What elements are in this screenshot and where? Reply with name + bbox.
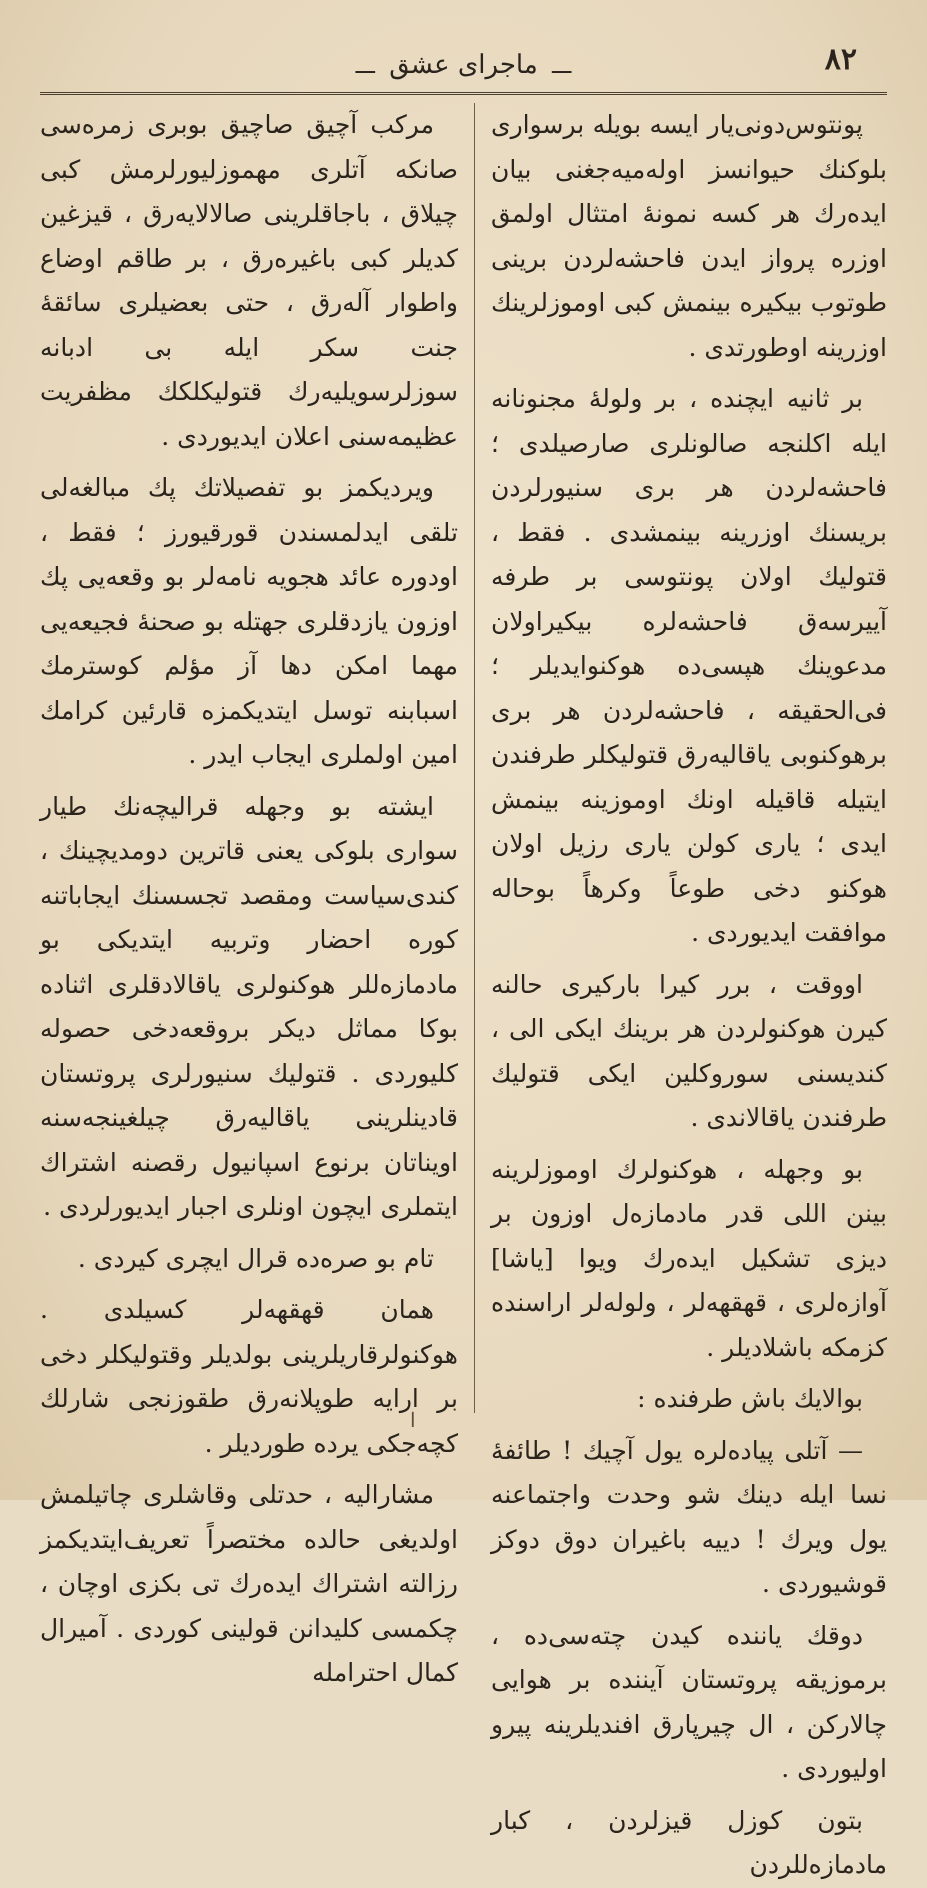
paragraph: دوقك یانندە کیدن چته‌سی‌ده ، برموزیقه پروتستان آیننده بر هوایی چالارکن ، ال چیرپارق افندیلرینه پیرو اولیوردی . [491,1620,887,1783]
paragraph: بر ثانیه ایچنده ، بر ولولهٔ مجنونانه ایله اکلنجه صالونلری صارصیلدی ؛ فاحشه‌لردن هر بری سنیورلردن بریسنك اوزرینه بینمشدی . فقط ، قتولیك اولان پونتوسی بر طرفه آییرسه‌ق فاحشه‌لره بیکیراولان مدعوینك هپسی‌ده هوکنوایدیلر ؛ فی‌الحقیقه ، فاحشه‌لردن هر بری برهوکنوبی یاقالیه‌رق قتولیکلر طرفندن ایتیله قاقیله اونك اوموزینه بینمش ایدی ؛ یاری کولن یاری رزیل اولان هوکنو دخی طوعاً وکرهاً بوحاله موافقت ایدیوردی . [491,384,887,947]
text-columns [40,103,887,1879]
paragraph: مرکب آچیق صاچیق بوبری زمره‌سی صانکه آتلری مهموزلیورلرمش کبی چیلاق ، باجاقلرینی صالالایه‌رق ، قیزغین کدیلر کبی باغیره‌رق ، بر طاقم اوضاع واطوار آله‌رق ، حتی بعضیلری سائقهٔ جنت سکر ایله بی ادبانه سوزلرسویلیه‌رك قتولیکلکك مظفریت عظیمه‌سنی اعلان ایدیوردی . [40,110,458,451]
paragraph: بتون کوزل قیزلردن ، کبار مادمازه‌للردن [491,1805,887,1879]
paragraph: تام بو صره‌ده قرال ایچری کیردی . [77,1243,434,1273]
header-rule [40,92,887,95]
right-column [491,103,887,1879]
footer-mark: ا [410,1408,416,1432]
paragraph: بو وجهله ، هوکنولرك اوموزلرینه بینن اللی قدر مادمازه‌ل اوزون بر دیزی تشکیل ایده‌رك ویوا [یاشا] آوازه‌لری ، قهقهه‌لر ، ولوله‌لر اراسنده کزمکه باشلادیلر . [491,1154,887,1362]
running-title-block [40,50,887,80]
paragraph: اووقت ، برر کیرا بارکیری حالنه کیرن هوکنولردن هر برینك ایکی الی ، کندیسنی سوروکلین ایکی قتولیك طرفندن یاقالاندی . [491,969,887,1132]
paragraph: — آتلی پیاده‌لره یول آچیك ! طائفهٔ نسا ایله دینك شو وحدت واجتماعنه یول ویرك ! دییه باغیران دوق دوکز قوشیوردی . [491,1435,887,1598]
paragraph: بوالایك باش طرفنده : [637,1384,863,1413]
left-column [40,103,458,1687]
paragraph: ویردیکمز بو تفصیلاتك پك مبالغه‌لی تلقی ایدلمسندن قورقیورز ؛ فقط ، اودوره عائد هجویه نامه‌لر بو وقعه‌یی پك اوزون یازدقلری جهتله بو صحنهٔ فجیعه‌یی مهما امکن دها آز مؤلم کوسترمك اسبابنه توسل ایتدیکمزه قارئین کرامك امین اولملری ایجاب ایدر . [40,473,458,769]
title-ornament-left: ـــ [355,54,375,79]
page-header [40,38,887,88]
page-number: ٨٢ [824,42,857,77]
paragraph: ایشته بو وجهله قرالیچه‌نك طیار سواری بلوکی یعنی قاترین دومدیچینك ، کندی‌سیاست ومقصد تجسسنك ایجاباتنه کوره احضار وتربیه ایتدیکی بو مادمازه‌للر هوکنولری یاقالادقلری اثناده بوکا مماثل دیکر بروقعه‌دخی حصوله کلیوردی . قتولیك سنیورلری پروتستان قادینلرینی یاقالیه‌رق چیلغینجه‌سنه اویناتان برنوع اسپانیول رقصنه اشتراك ایتملری ایچون اونلری اجبار ایدیورلردی . [40,791,458,1221]
paragraph: پونتوس‌دونی‌یار ایسه بویله برسواری بلوکنك حیوانسز اوله‌میه‌جغنی بیان ایده‌رك هر کسه نمونهٔ امتثال اولمق اوزره پرواز ایدن فاحشه‌لردن برینی طوتوب بیکیره بینمش کبی اوموزلرینك اوزرینه اوطورتدی . [491,110,887,362]
paragraph: همان قهقهه‌لر کسیلدی . هوکنولرقاریلرینی بولدیلر وقتولیکلر دخی بر ارایه طوپلانه‌رق طقوزنجی شارلك کچه‌جکی یرده طوردیلر . [40,1295,458,1458]
title-ornament-right: ـــ [552,54,572,79]
paragraph: مشارالیه ، حدتلی وقاشلری چاتیلمش اولدیغی حالده مختصراً تعریف‌ایتدیکمز رزالته اشتراك ایده‌رك تی بکزی اوچان ، چکمسی کلیدانن قولینی کوردی . آمیرال کمال احترامله [40,1480,458,1687]
column-divider [474,103,475,1413]
running-title: ماجرای عشق [389,50,538,80]
